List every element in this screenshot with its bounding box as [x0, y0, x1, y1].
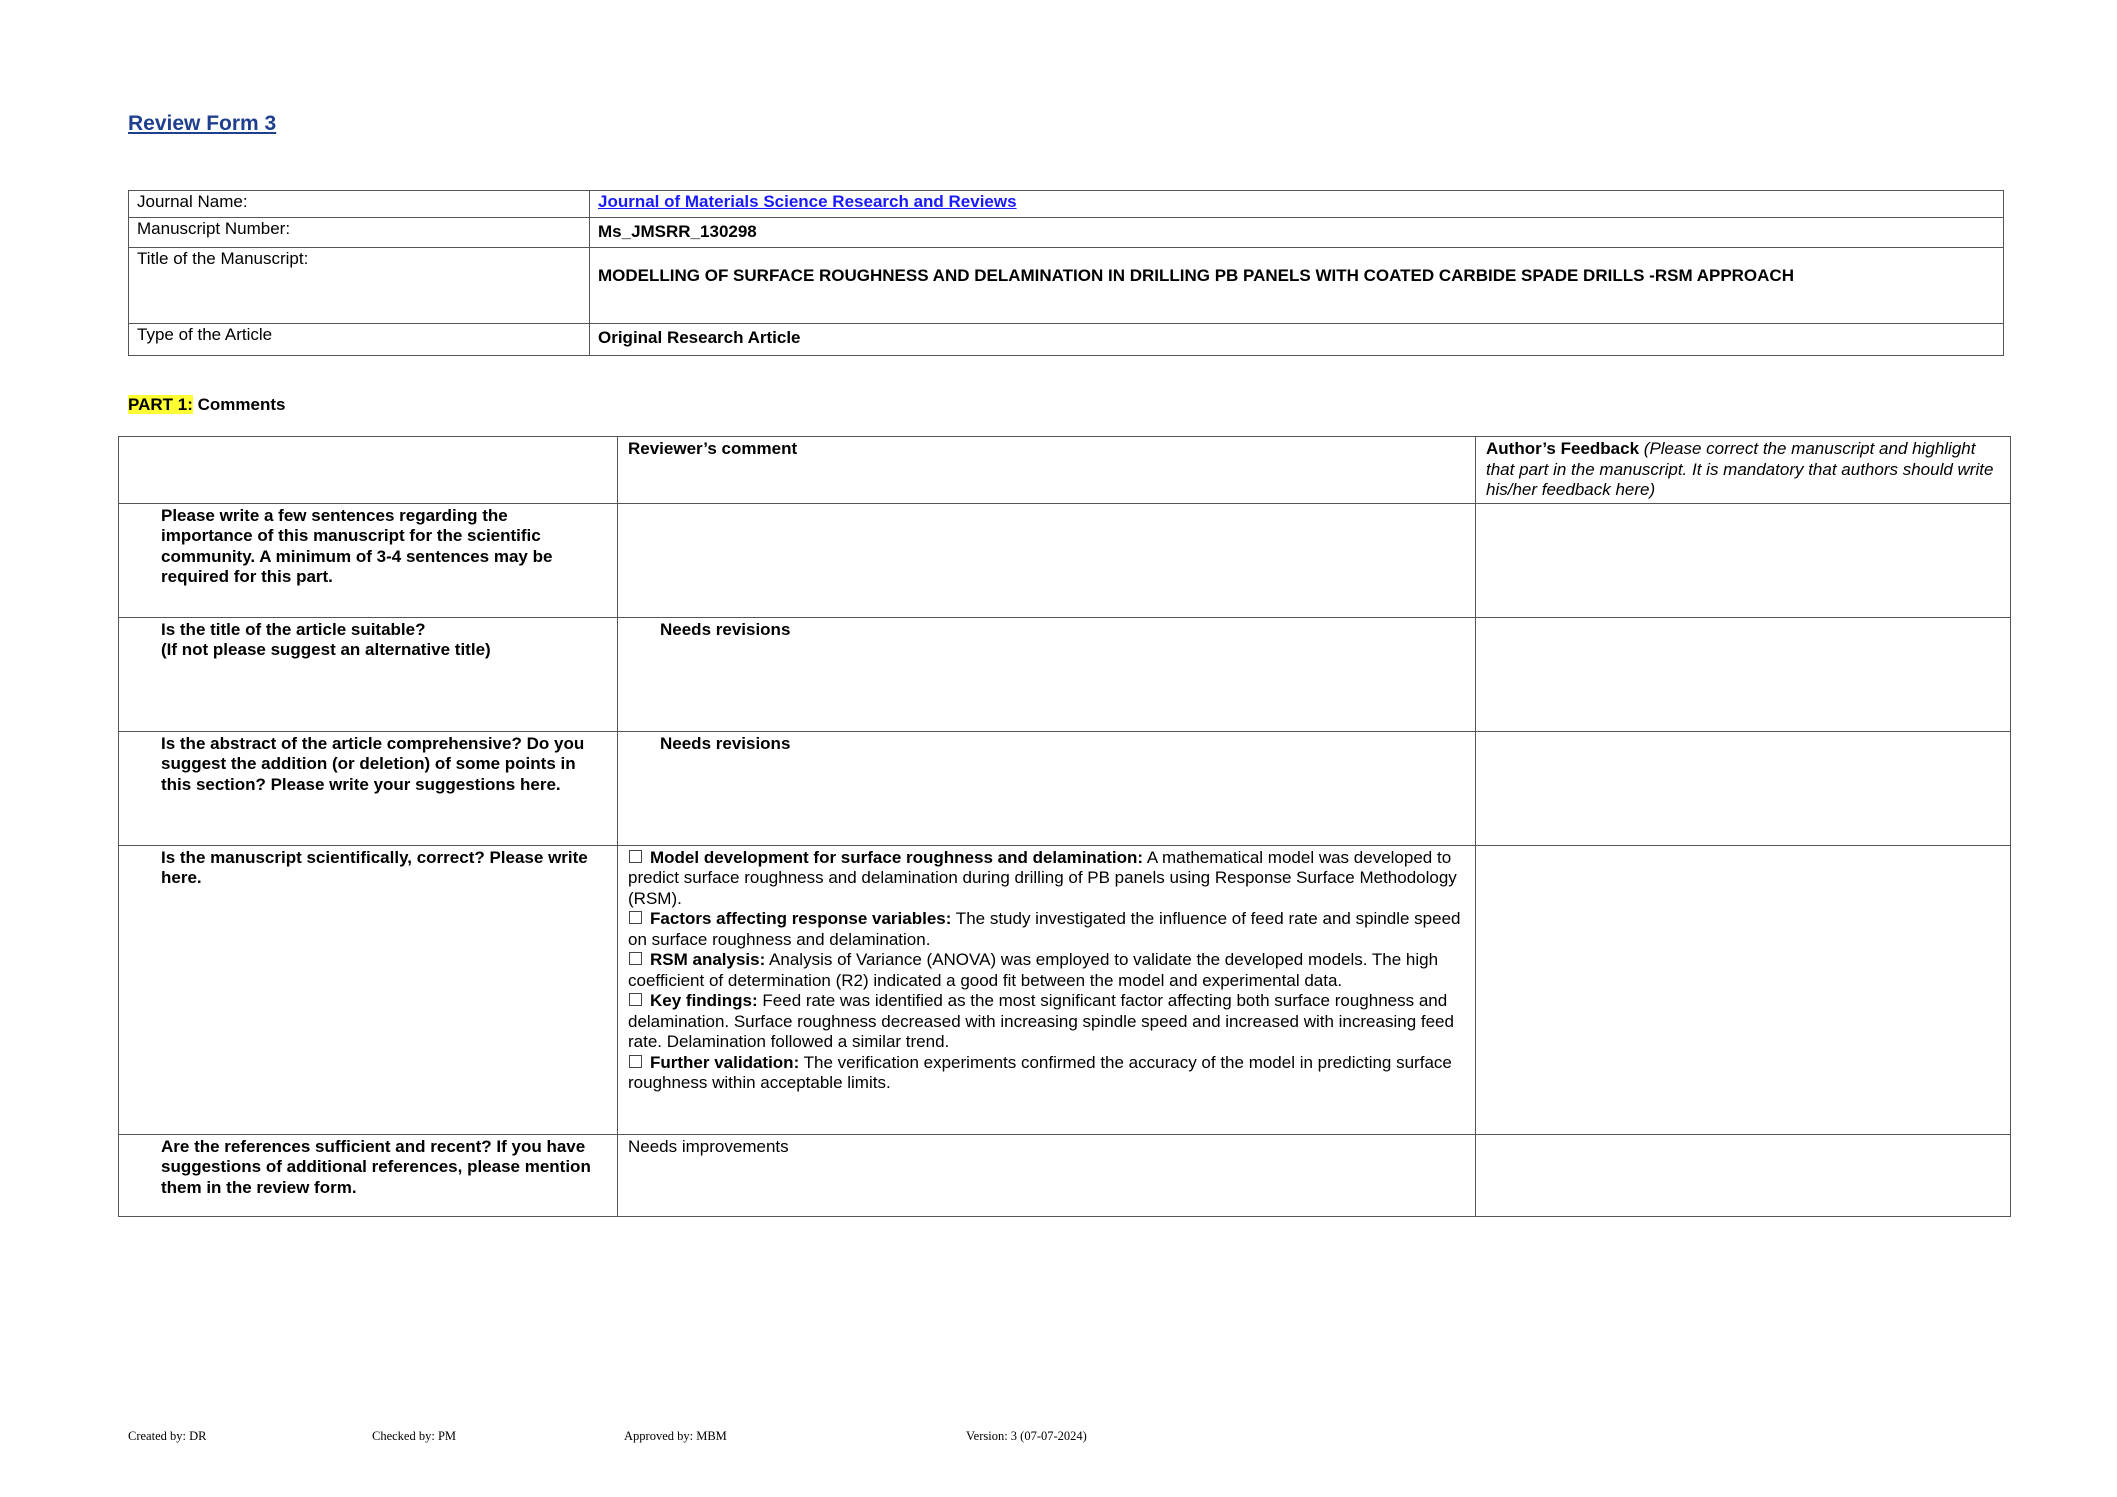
reviewer-comment-importance[interactable]: [618, 503, 1476, 617]
comment-point-heading: Model development for surface roughness and delamination:: [650, 847, 1144, 867]
comment-point-heading: Key findings:: [650, 991, 758, 1010]
footer-approved: Approved by: MBM: [624, 1429, 727, 1443]
table-row: [119, 1134, 2011, 1216]
reviewer-comment-title[interactable]: Needs revisions: [618, 617, 1476, 731]
article-type-value: Original Research Article: [590, 324, 2004, 356]
manuscript-info-table: [128, 190, 2004, 356]
question-importance: Please write a few sentences regarding the importance of this manuscript for the scientific community. A minimum of 3-4 sentences may be required for this part.: [119, 503, 618, 617]
part1-heading: [128, 395, 285, 415]
table-row: [119, 503, 2011, 617]
checkbox-bullet-icon: [629, 850, 642, 863]
manuscript-title-value: MODELLING OF SURFACE ROUGHNESS AND DELAMINATION IN DRILLING PB PANELS WITH COATED CARBIDE SPADE DRILLS -RSM APPROACH: [590, 248, 2004, 324]
question-title: [119, 617, 618, 731]
journal-link[interactable]: Journal of Materials Science Research and Reviews: [598, 192, 1017, 211]
manuscript-number-row: [129, 218, 2004, 248]
reviewer-comment-scientific[interactable]: [618, 845, 1476, 1134]
comment-point-text: Analysis of Variance (ANOVA) was employed to validate the developed models. The high coefficient of determination (R2) indicated a good fit between the model and experimental data.: [628, 950, 1439, 990]
question-references: Are the references sufficient and recent? If you have suggestions of additional references, please mention them in the review form.: [119, 1134, 618, 1216]
manuscript-number-value: Ms_JMSRR_130298: [590, 218, 2004, 248]
checkbox-bullet-icon: [629, 911, 642, 924]
author-feedback-header-bold: Author’s Feedback: [1486, 439, 1640, 458]
author-feedback-abstract[interactable]: [1476, 731, 2011, 845]
part1-title: Comments: [197, 395, 286, 414]
manuscript-title-row: [129, 248, 2004, 324]
reviewer-comment-references[interactable]: Needs improvements: [618, 1134, 1476, 1216]
manuscript-number-label: Manuscript Number:: [129, 218, 590, 248]
author-feedback-header-note: (Please correct the manuscript and highlight that part in the manuscript. It is mandatory that authors should write his/her feedback here): [1486, 439, 1994, 499]
comment-point-text: The verification experiments confirmed the accuracy of the model in predicting surface roughness within acceptable limits.: [628, 1052, 1452, 1092]
reviewer-comment-header: Reviewer’s comment: [618, 437, 1476, 504]
comment-point-text: Feed rate was identified as the most significant factor affecting both surface roughness and delamination. Surface roughness decreased with increasing spindle speed and increased with increasing feed rate. Delamination followed a similar trend.: [628, 991, 1454, 1051]
comment-point: [628, 909, 1465, 950]
part1-label: PART 1:: [128, 395, 193, 414]
reviewer-comment-abstract[interactable]: Needs revisions: [618, 731, 1476, 845]
author-feedback-title[interactable]: [1476, 617, 2011, 731]
table-row: [119, 617, 2011, 731]
comment-point: [628, 848, 1465, 910]
footer-checked: Checked by: PM: [372, 1429, 457, 1443]
question-abstract: Is the abstract of the article comprehensive? Do you suggest the addition (or deletion) of some points in this section? Please write your suggestions here.: [119, 731, 618, 845]
comment-point: [628, 950, 1465, 991]
author-feedback-importance[interactable]: [1476, 503, 2011, 617]
manuscript-title-label: Title of the Manuscript:: [129, 248, 590, 324]
author-feedback-references[interactable]: [1476, 1134, 2011, 1216]
comments-table: [118, 436, 2011, 1217]
comment-point-heading: Further validation:: [650, 1052, 800, 1072]
footer-version: Version: 3 (07-07-2024): [966, 1429, 1087, 1443]
footer: [0, 1429, 2117, 1447]
comment-point: [628, 1053, 1465, 1094]
form-title[interactable]: Review Form 3: [128, 112, 277, 135]
author-feedback-header: [1476, 437, 2011, 504]
table-row: [119, 731, 2011, 845]
comment-point-text: The study investigated the influence of feed rate and spindle speed on surface roughness and delamination.: [628, 909, 1461, 949]
article-type-row: [129, 324, 2004, 356]
checkbox-bullet-icon: [629, 952, 642, 965]
footer-created: Created by: DR: [128, 1429, 207, 1443]
table-row: [119, 845, 2011, 1134]
journal-row: [129, 191, 2004, 218]
question-header-cell: [119, 437, 618, 504]
article-type-label: Type of the Article: [129, 324, 590, 356]
comment-point-text: A mathematical model was developed to predict surface roughness and delamination during drilling of PB panels using Response Surface Methodology (RSM).: [628, 847, 1457, 908]
question-title-line2: (If not please suggest an alternative title): [161, 640, 491, 659]
question-scientific: Is the manuscript scientifically, correct? Please write here.: [119, 845, 618, 1134]
journal-label: Journal Name:: [129, 191, 590, 218]
checkbox-bullet-icon: [629, 993, 642, 1006]
comment-point: [628, 991, 1465, 1053]
author-feedback-scientific[interactable]: [1476, 845, 2011, 1134]
journal-value-cell: [590, 191, 2004, 218]
comment-point-heading: RSM analysis:: [650, 950, 766, 969]
comment-point-heading: Factors affecting response variables:: [650, 909, 952, 928]
checkbox-bullet-icon: [629, 1055, 642, 1068]
question-title-line1: Is the title of the article suitable?: [161, 619, 426, 639]
comments-header-row: [119, 437, 2011, 504]
